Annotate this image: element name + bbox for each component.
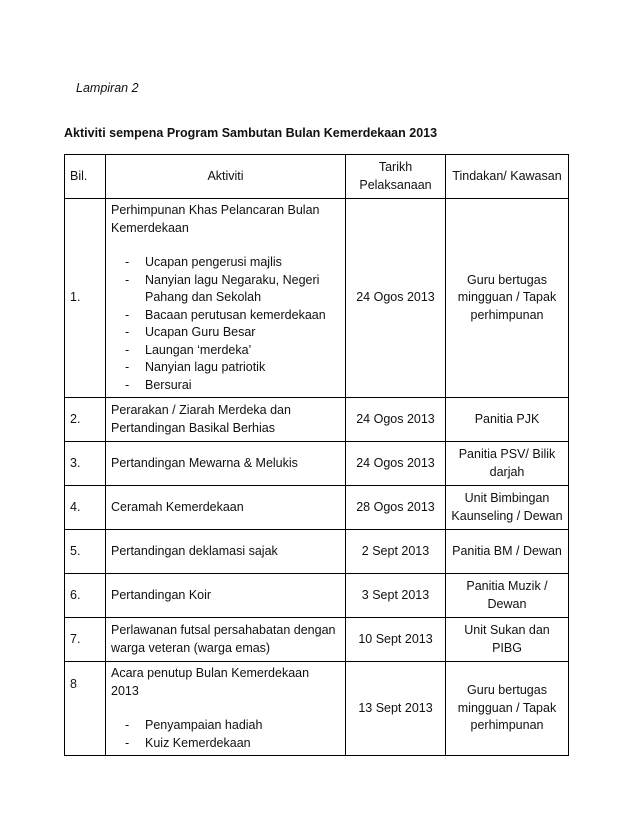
activity-title: Acara penutup Bulan Kemerdekaan 2013 [111, 666, 310, 698]
row-bil: 1. [65, 199, 106, 398]
row-tindakan: Unit Sukan dan PIBG [446, 618, 569, 662]
list-item: - Laungan ‘merdeka’ [125, 342, 340, 360]
header-aktiviti: Aktiviti [106, 155, 346, 199]
header-tarikh: Tarikh Pelaksanaan [346, 155, 446, 199]
header-bil: Bil. [65, 155, 106, 199]
row-tarikh: 13 Sept 2013 [346, 662, 446, 756]
table-row [65, 530, 569, 574]
document-heading: Aktiviti sempena Program Sambutan Bulan Kemerdekaan 2013 [64, 126, 438, 140]
row-aktiviti: Pertandingan Mewarna & Melukis [106, 442, 346, 486]
row-tarikh: 24 Ogos 2013 [346, 199, 446, 398]
table-row [65, 486, 569, 530]
row-tarikh: 24 Ogos 2013 [346, 398, 446, 442]
list-item: - Penyampaian hadiah [125, 717, 340, 735]
activity-table [64, 154, 569, 756]
list-item: - Nanyian lagu patriotik [125, 359, 340, 377]
row-aktiviti: Pertandingan deklamasi sajak [106, 530, 346, 574]
row-tindakan: Panitia PSV/ Bilik darjah [446, 442, 569, 486]
row-tarikh: 28 Ogos 2013 [346, 486, 446, 530]
row-tindakan: Unit Bimbingan Kaunseling / Dewan [446, 486, 569, 530]
list-item: - Kuiz Kemerdekaan [125, 735, 340, 753]
row-tindakan: Panitia PJK [446, 398, 569, 442]
appendix-label: Lampiran 2 [76, 81, 139, 95]
table-row [65, 618, 569, 662]
row-bil: 3. [65, 442, 106, 486]
row-tarikh: 2 Sept 2013 [346, 530, 446, 574]
row-aktiviti [106, 199, 346, 398]
row-aktiviti: Perlawanan futsal persahabatan dengan warga veteran (warga emas) [106, 618, 346, 662]
activity-sublist [111, 717, 340, 752]
list-item: - Ucapan pengerusi majlis [125, 254, 340, 272]
table-header-row [65, 155, 569, 199]
row-bil: 4. [65, 486, 106, 530]
row-tarikh: 3 Sept 2013 [346, 574, 446, 618]
list-item: - Nanyian lagu Negaraku, Negeri Pahang dan Sekolah [125, 272, 340, 307]
table-row [65, 662, 569, 756]
row-tindakan: Panitia Muzik / Dewan [446, 574, 569, 618]
row-tindakan: Panitia BM / Dewan [446, 530, 569, 574]
row-bil: 8 [65, 662, 106, 756]
table-row [65, 398, 569, 442]
row-tindakan: Guru bertugas mingguan / Tapak perhimpunan [446, 199, 569, 398]
table-row [65, 574, 569, 618]
row-aktiviti: Ceramah Kemerdekaan [106, 486, 346, 530]
row-aktiviti [106, 662, 346, 756]
list-item: - Bersurai [125, 377, 340, 395]
activity-title: Perhimpunan Khas Pelancaran Bulan Kemerdekaan [111, 203, 320, 235]
row-bil: 2. [65, 398, 106, 442]
list-item: - Bacaan perutusan kemerdekaan [125, 307, 340, 325]
row-tarikh: 24 Ogos 2013 [346, 442, 446, 486]
activity-sublist [111, 254, 340, 394]
row-bil: 6. [65, 574, 106, 618]
row-aktiviti: Perarakan / Ziarah Merdeka dan Pertandingan Basikal Berhias [106, 398, 346, 442]
row-tindakan: Guru bertugas mingguan / Tapak perhimpunan [446, 662, 569, 756]
row-tarikh: 10 Sept 2013 [346, 618, 446, 662]
list-item: - Ucapan Guru Besar [125, 324, 340, 342]
row-bil: 7. [65, 618, 106, 662]
header-tindakan: Tindakan/ Kawasan [446, 155, 569, 199]
table-row [65, 199, 569, 398]
row-bil: 5. [65, 530, 106, 574]
row-aktiviti: Pertandingan Koir [106, 574, 346, 618]
table-row [65, 442, 569, 486]
